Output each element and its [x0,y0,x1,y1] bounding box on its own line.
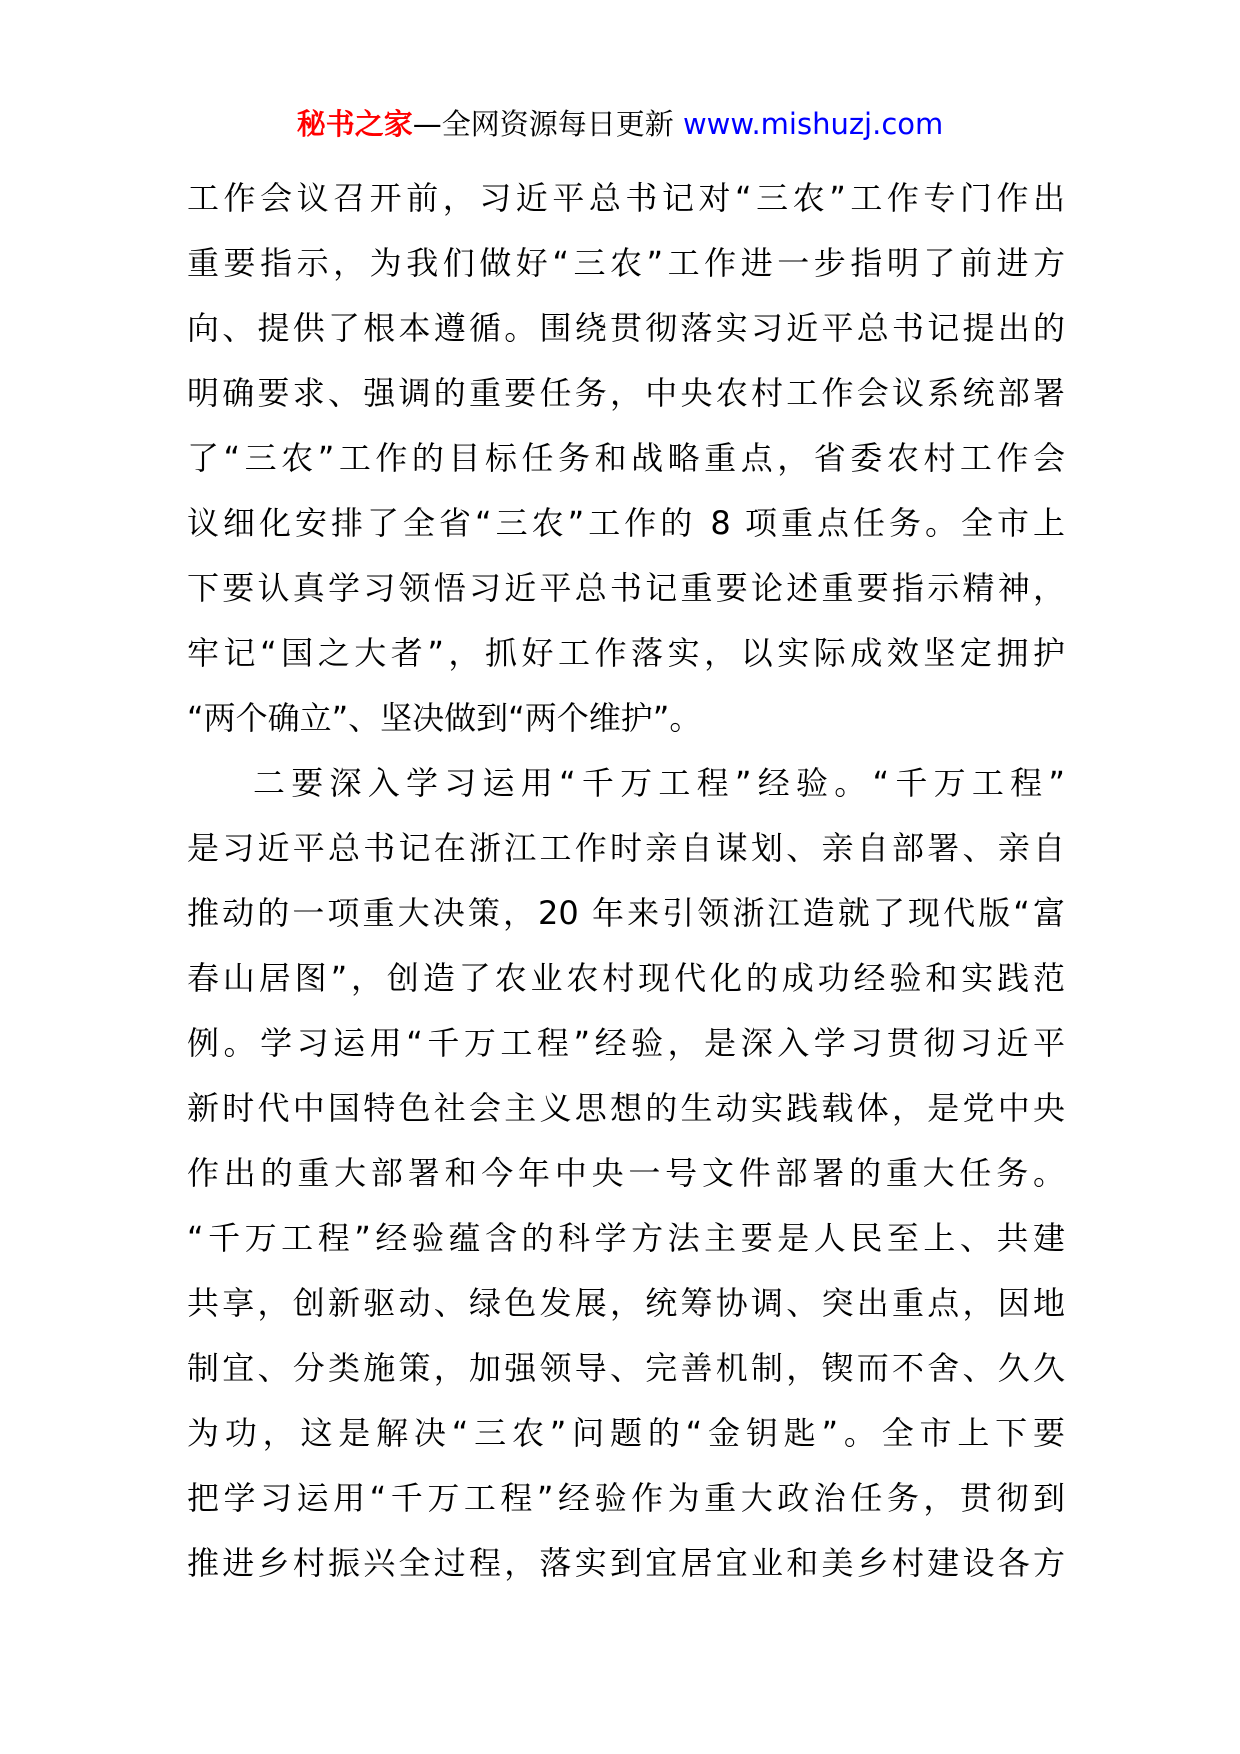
header-tagline: —全网资源每日更新 [412,107,683,141]
text-line: 制宜、分类施策，加强领导、完善机制，锲而不舍、久久 [187,1349,1065,1387]
text-line: 共享，创新驱动、绿色发展，统筹协调、突出重点，因地 [187,1284,1065,1322]
site-url-link[interactable]: www.mishuzj.com [682,107,944,141]
text-line: “千万工程”经验蕴含的科学方法主要是人民至上、共建 [187,1219,1065,1257]
text-line: 是习近平总书记在浙江工作时亲自谋划、亲自部署、亲自 [187,829,1065,867]
text-line: 工作会议召开前，习近平总书记对“三农”工作专门作出 [187,179,1065,217]
text-line: 推动的一项重大决策，20 年来引领浙江造就了现代版“富 [187,894,1065,932]
text-line: 下要认真学习领悟习近平总书记重要论述重要指示精神， [187,569,1065,607]
page-header [0,104,1240,144]
text-line: “两个确立”、坚决做到“两个维护”。 [187,699,702,737]
text-line: 了“三农”工作的目标任务和战略重点，省委农村工作会 [187,439,1065,477]
text-line: 为功，这是解决“三农”问题的“金钥匙”。全市上下要 [187,1414,1065,1452]
text-line: 作出的重大部署和今年中央一号文件部署的重大任务。 [187,1154,1065,1192]
text-line: 议细化安排了全省“三农”工作的 8 项重点任务。全市上 [187,504,1065,542]
brand-name: 秘书之家 [296,107,413,141]
text-line: 例。学习运用“千万工程”经验，是深入学习贯彻习近平 [187,1024,1065,1062]
text-line: 牢记“国之大者”，抓好工作落实，以实际成效坚定拥护 [187,634,1065,672]
text-line: 春山居图”，创造了农业农村现代化的成功经验和实践范 [187,959,1065,997]
text-line: 把学习运用“千万工程”经验作为重大政治任务，贯彻到 [187,1479,1065,1517]
text-line: 向、提供了根本遵循。围绕贯彻落实习近平总书记提出的 [187,309,1065,347]
paragraph-first-line: 二要深入学习运用“千万工程”经验。“千万工程” [253,764,1065,802]
text-line: 明确要求、强调的重要任务，中央农村工作会议系统部署 [187,374,1065,412]
text-line: 推进乡村振兴全过程，落实到宜居宜业和美乡村建设各方 [187,1544,1065,1582]
text-line: 重要指示，为我们做好“三农”工作进一步指明了前进方 [187,244,1065,282]
body-text [187,166,1065,1596]
text-line: 新时代中国特色社会主义思想的生动实践载体，是党中央 [187,1089,1065,1127]
